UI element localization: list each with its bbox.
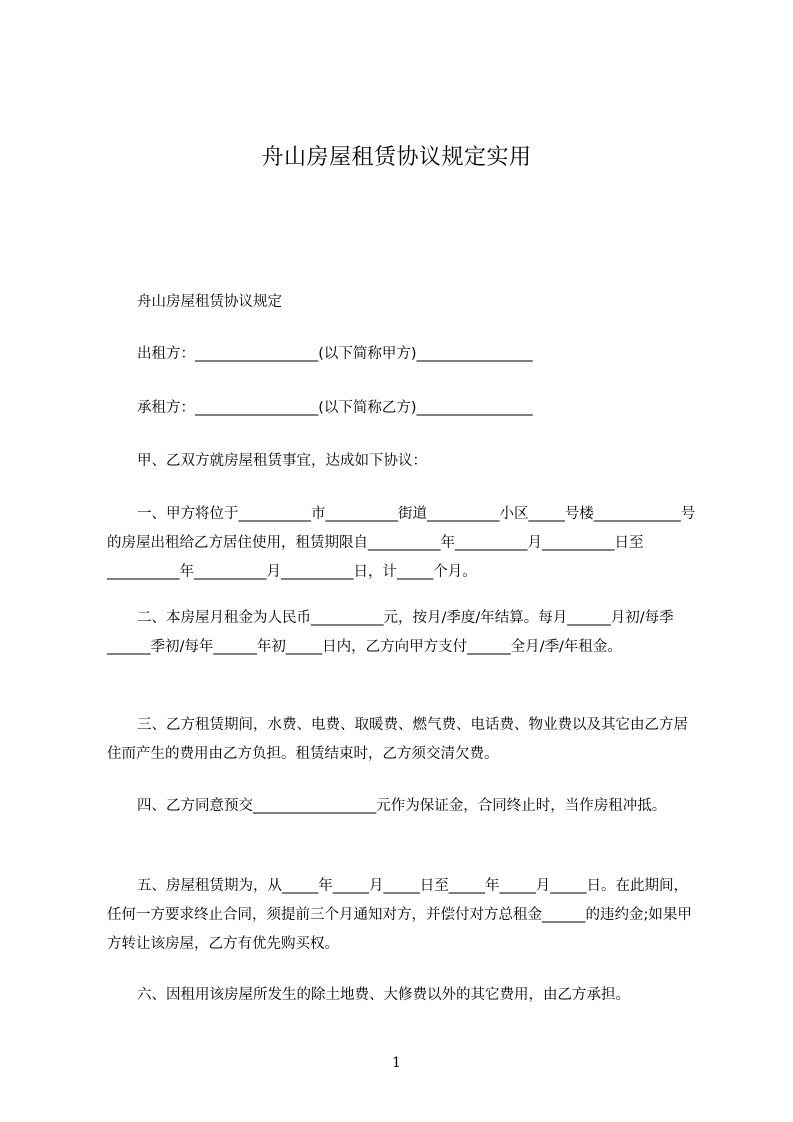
clause-3: 三、乙方租赁期间，水费、电费、取暖费、燃气费、电话费、物业费以及其它由乙方居住而产生的费用由乙方负担。租赁结束时，乙方须交清欠费。 (107, 717, 688, 762)
clause-4: 四、乙方同意预交_________________元作为保证金，合同终止时，当作房租冲抵。 (137, 798, 667, 814)
clause-5: 五、房屋租赁期为，从_____年_____月_____日至_____年_____月_____日。在此期间，任何一方要求终止合同，须提前三个月通知对方，并偿付对方总租金______的违约金;如果甲方转让该房屋，乙方有优先购买权。 (107, 878, 692, 952)
clause-2: 二、本房屋月租金为人民币__________元，按月/季度/年结算。每月______月初/每季______季初/每年______年初_____日内，乙方向甲方支付______全月/季/年租金。 (107, 610, 674, 655)
clause-1: 一、甲方将位于__________市__________街道__________小区_____号楼____________号的房屋出租给乙方居住使用，租赁期限自__________年__________月__________日至__________年__________月__________日，计_____个月。 (107, 506, 696, 580)
clause-6: 六、因租用该房屋所发生的除土地费、大修费以外的其它费用，由乙方承担。 (137, 987, 630, 1003)
lessor-line: 出租方：_________________(以下简称甲方)________________ (137, 346, 533, 362)
page-number: 1 (392, 1055, 401, 1071)
document-subtitle: 舟山房屋租赁协议规定 (137, 294, 282, 310)
intro-paragraph: 甲、乙双方就房屋租赁事宜，达成如下协议： (137, 453, 427, 469)
document-title: 舟山房屋租赁协议规定实用 (261, 145, 532, 170)
lessee-line: 承租方：_________________(以下简称乙方)________________ (137, 400, 533, 416)
